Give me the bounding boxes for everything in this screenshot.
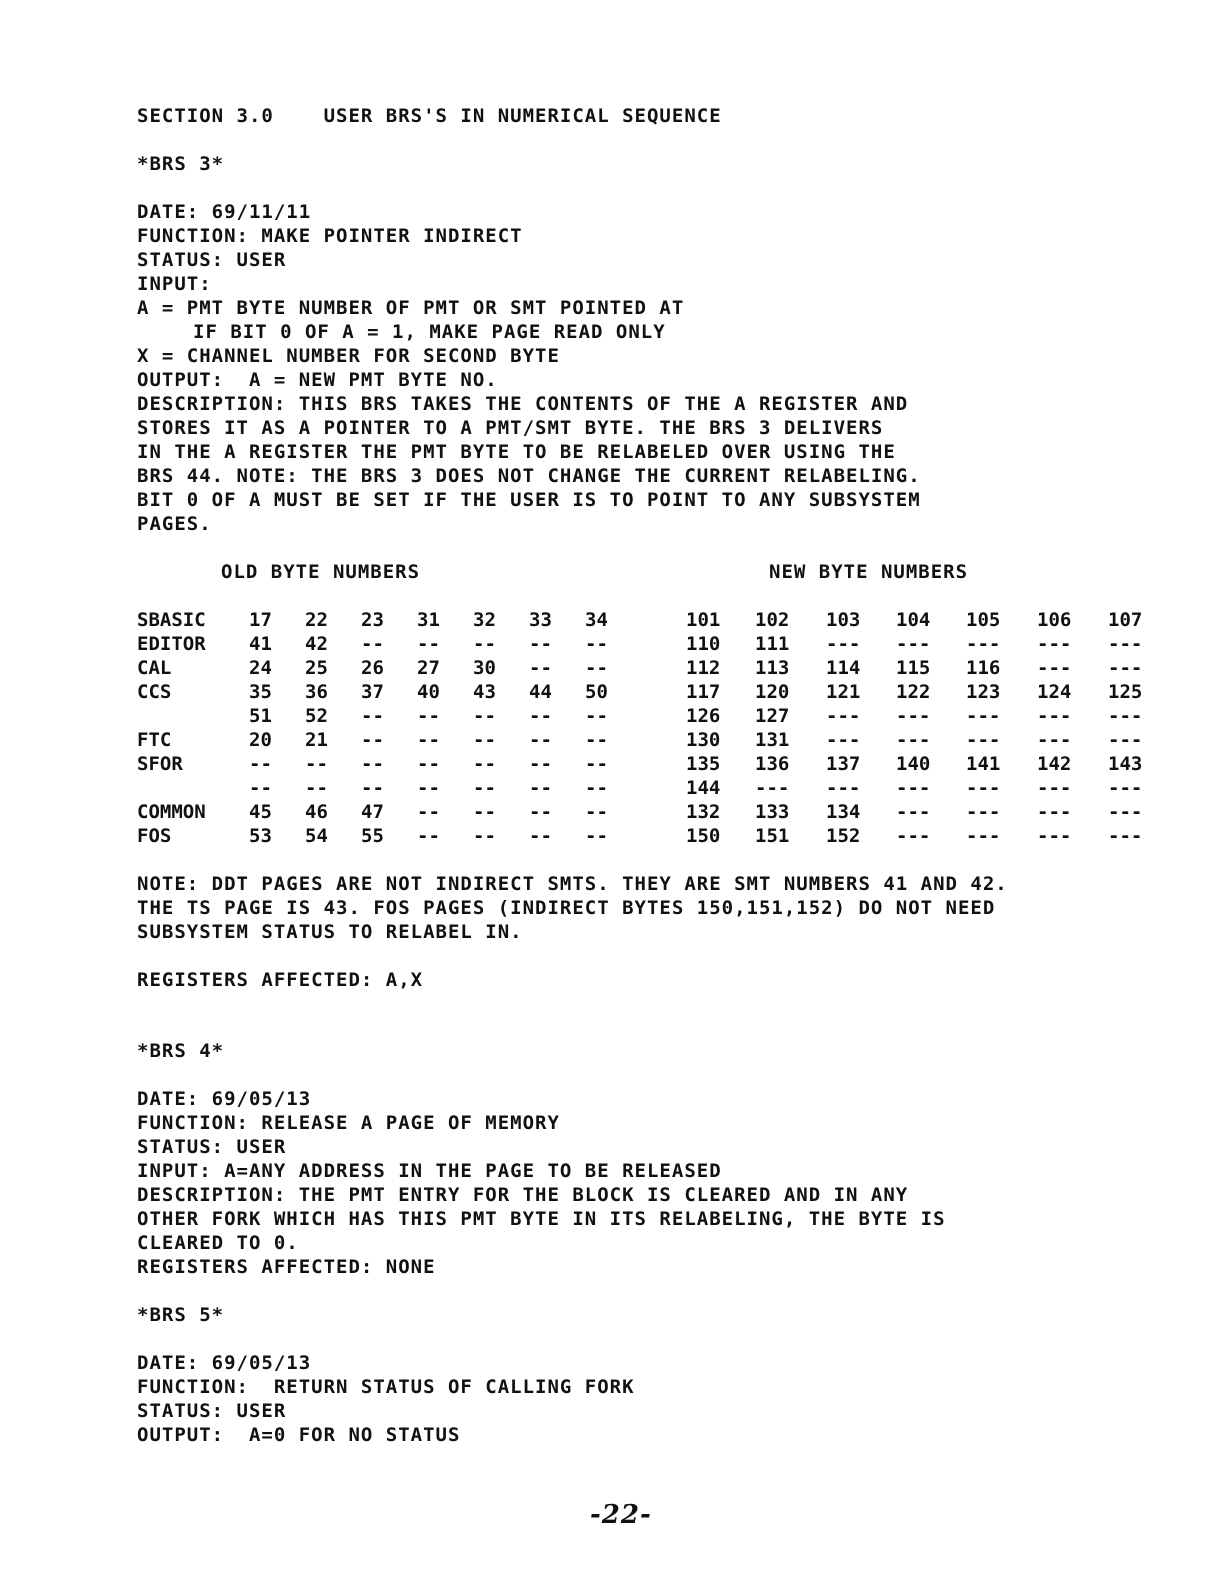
new-byte-cell: 135 <box>686 753 721 775</box>
brs3-registers: REGISTERS AFFECTED: A,X <box>137 969 424 991</box>
new-byte-cell: --- <box>896 777 931 799</box>
brs3-date: DATE: 69/11/11 <box>137 201 312 223</box>
brs4-title: *BRS 4* <box>137 1040 225 1062</box>
old-byte-cell: -- <box>417 633 440 655</box>
new-byte-cell: 134 <box>826 801 861 823</box>
old-byte-cell: 40 <box>417 681 440 703</box>
new-byte-cell: 113 <box>755 657 790 679</box>
old-byte-cell: -- <box>473 633 496 655</box>
old-byte-cell: -- <box>585 729 608 751</box>
old-byte-cell: -- <box>529 705 552 727</box>
new-byte-cell: 116 <box>966 657 1001 679</box>
old-byte-cell: 36 <box>305 681 328 703</box>
old-byte-cell: 54 <box>305 825 328 847</box>
new-byte-cell: 111 <box>755 633 790 655</box>
new-byte-cell: 140 <box>896 753 931 775</box>
old-byte-cell: 32 <box>473 609 496 631</box>
brs5-date: DATE: 69/05/13 <box>137 1352 312 1374</box>
new-byte-cell: --- <box>1037 633 1072 655</box>
table-row-label: COMMON <box>137 801 206 823</box>
old-byte-cell: -- <box>529 753 552 775</box>
new-byte-cell: --- <box>1108 801 1143 823</box>
old-byte-cell: 50 <box>585 681 608 703</box>
old-byte-cell: 20 <box>249 729 272 751</box>
new-byte-cell: 102 <box>755 609 790 631</box>
old-byte-cell: -- <box>473 801 496 823</box>
old-byte-cell: -- <box>585 705 608 727</box>
new-byte-cell: 131 <box>755 729 790 751</box>
new-byte-cell: --- <box>1037 825 1072 847</box>
old-byte-cell: 21 <box>305 729 328 751</box>
old-byte-cell: -- <box>305 777 328 799</box>
brs4-description-line: CLEARED TO 0. <box>137 1232 299 1254</box>
table-row-label: FTC <box>137 729 172 751</box>
new-byte-cell: 130 <box>686 729 721 751</box>
old-byte-cell: 35 <box>249 681 272 703</box>
brs5-status: STATUS: USER <box>137 1400 287 1422</box>
new-byte-cell: --- <box>966 729 1001 751</box>
old-byte-cell: -- <box>361 777 384 799</box>
table-row-label: SFOR <box>137 753 183 775</box>
brs4-function: FUNCTION: RELEASE A PAGE OF MEMORY <box>137 1112 560 1134</box>
old-byte-cell: 44 <box>529 681 552 703</box>
new-byte-cell: 114 <box>826 657 861 679</box>
table-row-label: CCS <box>137 681 172 703</box>
old-byte-cell: -- <box>305 753 328 775</box>
brs5-output: OUTPUT: A=0 FOR NO STATUS <box>137 1424 461 1446</box>
new-byte-cell: --- <box>1108 777 1143 799</box>
new-byte-cell: --- <box>896 705 931 727</box>
old-byte-cell: -- <box>529 801 552 823</box>
new-byte-cell: --- <box>826 777 861 799</box>
new-byte-cell: 152 <box>826 825 861 847</box>
brs3-input: INPUT: <box>137 273 212 295</box>
old-byte-cell: 33 <box>529 609 552 631</box>
old-byte-cell: -- <box>585 825 608 847</box>
new-byte-cell: --- <box>966 633 1001 655</box>
brs3-status: STATUS: USER <box>137 249 287 271</box>
old-byte-cell: -- <box>585 801 608 823</box>
old-byte-cell: -- <box>473 705 496 727</box>
old-byte-cell: -- <box>417 777 440 799</box>
brs3-description-line: DESCRIPTION: THIS BRS TAKES THE CONTENTS OF THE A REGISTER AND <box>137 393 909 415</box>
old-byte-cell: 24 <box>249 657 272 679</box>
new-byte-cell: 122 <box>896 681 931 703</box>
brs4-date: DATE: 69/05/13 <box>137 1088 312 1110</box>
brs3-description-line: BIT 0 OF A MUST BE SET IF THE USER IS TO POINT TO ANY SUBSYSTEM <box>137 489 921 511</box>
old-byte-cell: 26 <box>361 657 384 679</box>
brs3-description-line: STORES IT AS A POINTER TO A PMT/SMT BYTE. THE BRS 3 DELIVERS <box>137 417 884 439</box>
new-byte-cell: 144 <box>686 777 721 799</box>
table-row-label: EDITOR <box>137 633 206 655</box>
new-byte-cell: 101 <box>686 609 721 631</box>
new-byte-cell: --- <box>896 825 931 847</box>
old-byte-cell: 47 <box>361 801 384 823</box>
table-row-label: SBASIC <box>137 609 206 631</box>
new-byte-cell: 137 <box>826 753 861 775</box>
section-heading: SECTION 3.0 USER BRS'S IN NUMERICAL SEQUENCE <box>137 105 722 127</box>
new-byte-cell: 120 <box>755 681 790 703</box>
old-byte-cell: 53 <box>249 825 272 847</box>
new-byte-cell: 117 <box>686 681 721 703</box>
new-byte-cell: --- <box>966 705 1001 727</box>
old-byte-cell: 31 <box>417 609 440 631</box>
new-byte-cell: --- <box>1037 801 1072 823</box>
brs4-description-line: DESCRIPTION: THE PMT ENTRY FOR THE BLOCK IS CLEARED AND IN ANY <box>137 1184 909 1206</box>
old-byte-cell: 22 <box>305 609 328 631</box>
old-byte-cell: 41 <box>249 633 272 655</box>
brs5-title: *BRS 5* <box>137 1304 225 1326</box>
old-byte-cell: 17 <box>249 609 272 631</box>
new-byte-cell: 126 <box>686 705 721 727</box>
old-byte-cell: -- <box>361 705 384 727</box>
old-byte-cell: -- <box>417 801 440 823</box>
old-byte-cell: 42 <box>305 633 328 655</box>
new-byte-cell: 136 <box>755 753 790 775</box>
old-byte-cell: 34 <box>585 609 608 631</box>
old-byte-cell: -- <box>473 753 496 775</box>
new-byte-cell: 104 <box>896 609 931 631</box>
new-byte-cell: --- <box>896 729 931 751</box>
old-byte-cell: -- <box>529 633 552 655</box>
old-byte-cell: 52 <box>305 705 328 727</box>
new-byte-cell: --- <box>1037 777 1072 799</box>
brs3-output: OUTPUT: A = NEW PMT BYTE NO. <box>137 369 498 391</box>
brs3-note-line: SUBSYSTEM STATUS TO RELABEL IN. <box>137 921 523 943</box>
old-byte-cell: -- <box>585 633 608 655</box>
new-byte-cell: --- <box>1108 825 1143 847</box>
brs3-description-line: BRS 44. NOTE: THE BRS 3 DOES NOT CHANGE THE CURRENT RELABELING. <box>137 465 921 487</box>
new-byte-cell: --- <box>966 777 1001 799</box>
new-byte-numbers-header: NEW BYTE NUMBERS <box>769 561 969 583</box>
new-byte-cell: 143 <box>1108 753 1143 775</box>
old-byte-cell: -- <box>473 825 496 847</box>
table-row-label: FOS <box>137 825 172 847</box>
new-byte-cell: 124 <box>1037 681 1072 703</box>
old-byte-cell: 45 <box>249 801 272 823</box>
old-byte-cell: -- <box>473 729 496 751</box>
new-byte-cell: --- <box>966 825 1001 847</box>
new-byte-cell: --- <box>826 705 861 727</box>
brs5-function: FUNCTION: RETURN STATUS OF CALLING FORK <box>137 1376 635 1398</box>
old-byte-cell: -- <box>249 753 272 775</box>
new-byte-cell: --- <box>966 801 1001 823</box>
new-byte-cell: --- <box>1108 705 1143 727</box>
brs4-registers: REGISTERS AFFECTED: NONE <box>137 1256 436 1278</box>
new-byte-cell: 103 <box>826 609 861 631</box>
old-byte-cell: 51 <box>249 705 272 727</box>
new-byte-cell: 115 <box>896 657 931 679</box>
old-byte-cell: -- <box>361 633 384 655</box>
new-byte-cell: 123 <box>966 681 1001 703</box>
brs3-input-a-note: IF BIT 0 OF A = 1, MAKE PAGE READ ONLY <box>193 321 666 343</box>
new-byte-cell: --- <box>896 633 931 655</box>
new-byte-cell: 151 <box>755 825 790 847</box>
new-byte-cell: 121 <box>826 681 861 703</box>
old-byte-cell: -- <box>417 825 440 847</box>
old-byte-cell: -- <box>585 657 608 679</box>
old-byte-cell: 25 <box>305 657 328 679</box>
brs4-input: INPUT: A=ANY ADDRESS IN THE PAGE TO BE RELEASED <box>137 1160 722 1182</box>
old-byte-cell: 37 <box>361 681 384 703</box>
old-byte-cell: -- <box>585 753 608 775</box>
new-byte-cell: 142 <box>1037 753 1072 775</box>
brs4-status: STATUS: USER <box>137 1136 287 1158</box>
new-byte-cell: --- <box>826 633 861 655</box>
new-byte-cell: --- <box>1108 729 1143 751</box>
brs3-title: *BRS 3* <box>137 153 225 175</box>
brs3-description-line: IN THE A REGISTER THE PMT BYTE TO BE RELABELED OVER USING THE <box>137 441 896 463</box>
brs3-description-line: PAGES. <box>137 513 212 535</box>
old-byte-cell: -- <box>529 777 552 799</box>
old-byte-cell: -- <box>529 657 552 679</box>
old-byte-cell: -- <box>417 729 440 751</box>
old-byte-numbers-header: OLD BYTE NUMBERS <box>221 561 421 583</box>
old-byte-cell: -- <box>417 705 440 727</box>
old-byte-cell: -- <box>417 753 440 775</box>
new-byte-cell: --- <box>896 801 931 823</box>
old-byte-cell: 23 <box>361 609 384 631</box>
new-byte-cell: 105 <box>966 609 1001 631</box>
new-byte-cell: --- <box>1108 633 1143 655</box>
old-byte-cell: -- <box>361 729 384 751</box>
new-byte-cell: 132 <box>686 801 721 823</box>
new-byte-cell: 110 <box>686 633 721 655</box>
old-byte-cell: -- <box>529 729 552 751</box>
old-byte-cell: -- <box>529 825 552 847</box>
old-byte-cell: 30 <box>473 657 496 679</box>
old-byte-cell: 46 <box>305 801 328 823</box>
new-byte-cell: 133 <box>755 801 790 823</box>
new-byte-cell: --- <box>1037 657 1072 679</box>
page-number: -22- <box>590 1500 652 1530</box>
old-byte-cell: -- <box>473 777 496 799</box>
brs3-input-x: X = CHANNEL NUMBER FOR SECOND BYTE <box>137 345 560 367</box>
brs3-note-line: THE TS PAGE IS 43. FOS PAGES (INDIRECT BYTES 150,151,152) DO NOT NEED <box>137 897 996 919</box>
table-row-label: CAL <box>137 657 172 679</box>
brs3-note-line: NOTE: DDT PAGES ARE NOT INDIRECT SMTS. THEY ARE SMT NUMBERS 41 AND 42. <box>137 873 1008 895</box>
new-byte-cell: 112 <box>686 657 721 679</box>
new-byte-cell: 150 <box>686 825 721 847</box>
old-byte-cell: -- <box>249 777 272 799</box>
new-byte-cell: 141 <box>966 753 1001 775</box>
brs4-description-line: OTHER FORK WHICH HAS THIS PMT BYTE IN ITS RELABELING, THE BYTE IS <box>137 1208 946 1230</box>
new-byte-cell: --- <box>755 777 790 799</box>
new-byte-cell: 127 <box>755 705 790 727</box>
old-byte-cell: 55 <box>361 825 384 847</box>
new-byte-cell: --- <box>826 729 861 751</box>
new-byte-cell: 106 <box>1037 609 1072 631</box>
new-byte-cell: --- <box>1108 657 1143 679</box>
new-byte-cell: --- <box>1037 705 1072 727</box>
brs3-function: FUNCTION: MAKE POINTER INDIRECT <box>137 225 523 247</box>
brs3-input-a: A = PMT BYTE NUMBER OF PMT OR SMT POINTED AT <box>137 297 685 319</box>
old-byte-cell: 27 <box>417 657 440 679</box>
new-byte-cell: 107 <box>1108 609 1143 631</box>
old-byte-cell: 43 <box>473 681 496 703</box>
new-byte-cell: 125 <box>1108 681 1143 703</box>
new-byte-cell: --- <box>1037 729 1072 751</box>
old-byte-cell: -- <box>361 753 384 775</box>
old-byte-cell: -- <box>585 777 608 799</box>
